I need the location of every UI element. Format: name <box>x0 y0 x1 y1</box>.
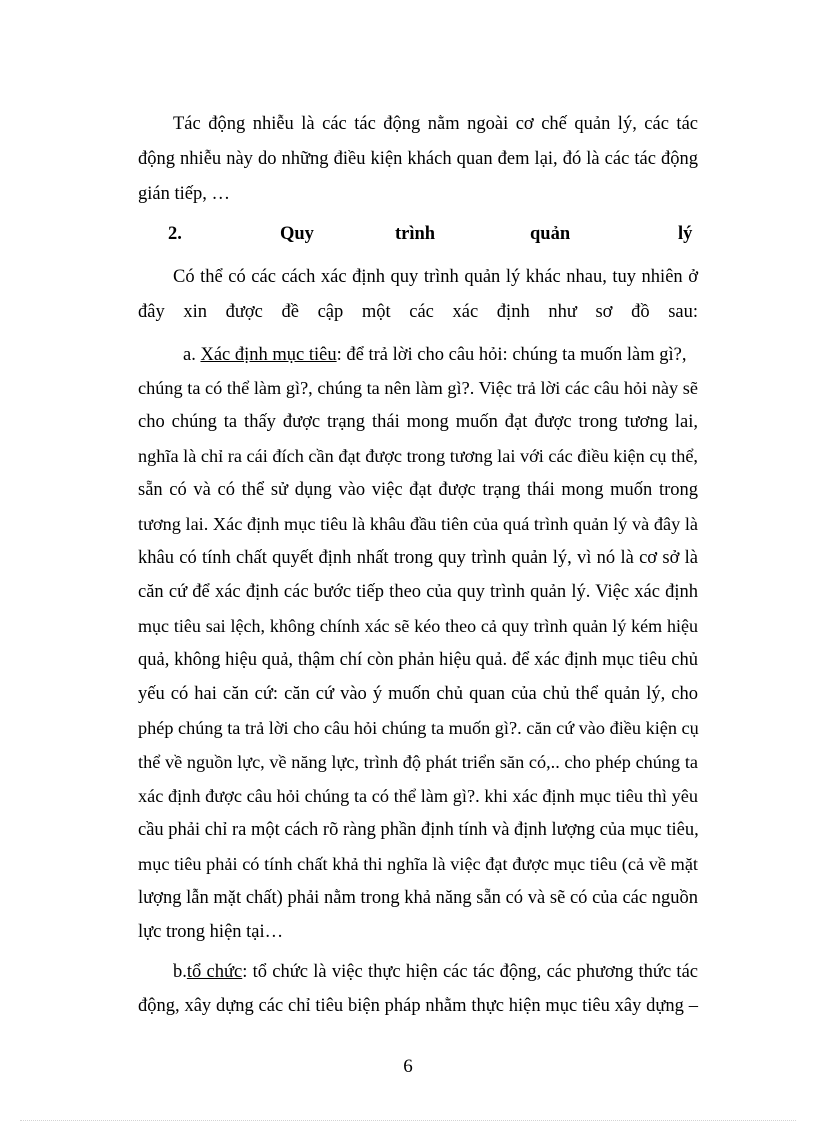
body-line: mục tiêu phải có tính chất khả thi nghĩa là việc đạt được mục tiêu (cả về mặt <box>138 854 698 874</box>
body-text: : để trả lời cho câu hỏi: chúng ta muốn làm gì?, <box>336 345 687 365</box>
term-xac-dinh-muc-tieu: Xác định mục tiêu <box>200 345 337 365</box>
term-to-chuc: tổ chức <box>186 962 243 982</box>
heading-word: trình <box>395 224 436 244</box>
body-line: nghĩa là chỉ ra cái đích cần đạt được trong tương lai với các điều kiện cụ thể, <box>138 446 698 466</box>
body-line: lượng lẫn mặt chất) phải nằm trong khả năng sẵn có và sẽ có của các nguồn <box>138 888 698 908</box>
body-line: tương lai. Xác định mục tiêu là khâu đầu tiên của quá trình quản lý và đây là <box>138 514 698 534</box>
body-line: lực trong hiện tại… <box>138 922 284 942</box>
body-line: cầu phải chỉ ra một cách rõ ràng phần định tính và định lượng của mục tiêu, <box>138 820 699 840</box>
body-line: động nhiễu này do những điều kiện khách quan đem lại, đó là các tác động <box>138 149 698 169</box>
list-item-a-first-line <box>183 340 698 370</box>
heading-word: quản <box>530 224 571 244</box>
body-line: khâu có tính chất quyết định nhất trong quy trình quản lý, vì nó là cơ sở là <box>138 548 698 568</box>
body-line: Tác động nhiễu là các tác động nằm ngoài cơ chế quản lý, các tác <box>173 114 698 134</box>
body-line: Có thể có các cách xác định quy trình quản lý khác nhau, tuy nhiên ở <box>173 267 698 287</box>
body-line: phép chúng ta trả lời cho câu hỏi chúng ta muốn gì?. căn cứ vào điều kiện cụ <box>138 718 699 738</box>
body-line: chúng ta có thể làm gì?, chúng ta nên làm gì?. Việc trả lời các câu hỏi này sẽ <box>138 378 698 398</box>
body-line: yếu có hai căn cứ: căn cứ vào ý muốn chủ quan của chủ thể quản lý, cho <box>138 684 698 704</box>
page-bottom-border <box>20 1120 796 1121</box>
body-line: gián tiếp, … <box>138 184 230 204</box>
heading-word: lý <box>678 224 693 244</box>
body-line: thể về nguồn lực, về năng lực, trình độ phát triển săn có,.. cho phép chúng ta <box>138 752 698 772</box>
body-line: đây xin được đề cập một các xác định như sơ đồ sau: <box>138 302 698 322</box>
body-line: mục tiêu sai lệch, không chính xác sẽ kéo theo cả quy trình quản lý kém hiệu <box>138 616 698 636</box>
body-line: cho chúng ta thấy được trạng thái mong muốn đạt được trong tương lai, <box>138 412 698 432</box>
heading-word: Quy <box>280 224 314 244</box>
list-marker: b. <box>173 962 187 982</box>
body-line: sẵn có và có thể sử dụng vào việc đạt được trạng thái mong muốn trong <box>138 480 698 500</box>
list-item-b-first-line <box>173 957 698 987</box>
page-number: 6 <box>403 1056 413 1077</box>
body-line: xác định được câu hỏi chúng ta có thể làm gì?. khi xác định mục tiêu thì yêu <box>138 786 698 806</box>
body-line: động, xây dựng các chỉ tiêu biện pháp nhằm thực hiện mục tiêu xây dựng – <box>138 996 698 1016</box>
body-line: quả, không hiệu quả, thậm chí còn phản hiệu quả. để xác định mục tiêu chủ <box>138 650 698 670</box>
list-marker: a. <box>183 345 196 365</box>
body-text: : tổ chức là việc thực hiện các tác động, các phương thức tác <box>242 962 698 982</box>
body-line: căn cứ để xác định các bước tiếp theo của quy trình quản lý. Việc xác định <box>138 582 698 602</box>
heading-number: 2. <box>168 224 182 244</box>
